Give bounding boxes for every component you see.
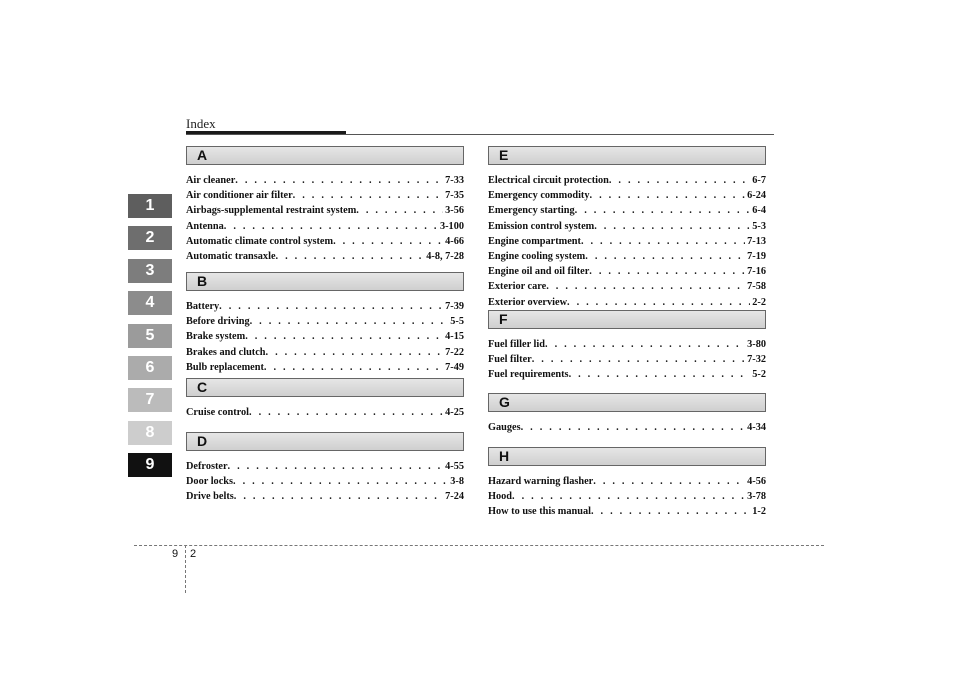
section-header-b: B bbox=[186, 272, 464, 291]
dot-leader bbox=[545, 339, 745, 350]
entry-label: Hazard warning flasher bbox=[488, 476, 594, 487]
index-entry[interactable] bbox=[186, 491, 464, 506]
entry-label: How to use this manual bbox=[488, 506, 591, 518]
entry-page: 6-4 bbox=[752, 205, 766, 217]
entry-page: 4-25 bbox=[445, 407, 464, 418]
entry-label: Before driving bbox=[186, 316, 250, 328]
entry-page: 4-8, 7-28 bbox=[426, 250, 464, 262]
dot-leader bbox=[575, 205, 751, 216]
entry-label: Battery bbox=[186, 301, 220, 312]
entry-page: 5-3 bbox=[752, 220, 766, 232]
entry-list bbox=[488, 339, 766, 385]
chapter-tab-6[interactable]: 6 bbox=[128, 356, 172, 380]
dot-leader bbox=[532, 354, 745, 365]
entry-page: 3-78 bbox=[747, 491, 766, 503]
entry-page: 7-33 bbox=[445, 175, 464, 186]
chapter-tab-5[interactable]: 5 bbox=[128, 324, 172, 348]
section-header-a: A bbox=[186, 146, 464, 165]
entry-label: Emergency commodity bbox=[488, 190, 590, 202]
dot-leader bbox=[356, 205, 443, 216]
index-entry[interactable] bbox=[488, 339, 766, 354]
entry-label: Emergency starting bbox=[488, 205, 575, 217]
footer-page-number: 2 bbox=[190, 548, 197, 560]
index-column-right bbox=[488, 146, 766, 522]
section-header-e: E bbox=[488, 146, 766, 165]
entry-label: Hood bbox=[488, 491, 513, 503]
chapter-tab-4[interactable]: 4 bbox=[128, 291, 172, 315]
index-entry[interactable] bbox=[186, 316, 464, 331]
entry-label: Fuel filler lid bbox=[488, 339, 546, 350]
section-g bbox=[488, 393, 766, 447]
dot-leader bbox=[250, 316, 449, 327]
dot-leader bbox=[266, 347, 444, 358]
entry-page: 4-66 bbox=[445, 235, 464, 247]
entry-label: Exterior overview bbox=[488, 296, 568, 308]
entry-page: 7-58 bbox=[747, 281, 766, 293]
page-header-title: Index bbox=[186, 116, 216, 131]
entry-label: Air conditioner air filter bbox=[186, 190, 293, 202]
dot-leader bbox=[585, 251, 745, 262]
entry-list bbox=[186, 407, 464, 422]
entry-page: 7-22 bbox=[445, 346, 464, 358]
dot-leader bbox=[512, 491, 745, 502]
entry-page: 4-34 bbox=[747, 422, 766, 433]
index-entry[interactable] bbox=[186, 407, 464, 422]
section-header-h: H bbox=[488, 447, 766, 466]
index-entry[interactable] bbox=[186, 301, 464, 316]
index-entry[interactable] bbox=[186, 362, 464, 377]
entry-page: 7-13 bbox=[747, 235, 766, 247]
index-entry[interactable] bbox=[488, 175, 766, 190]
entry-label: Drive belts bbox=[186, 491, 234, 503]
entry-page: 3-100 bbox=[439, 220, 464, 232]
footer-divider bbox=[185, 545, 186, 593]
index-entry[interactable] bbox=[488, 422, 766, 437]
entry-list bbox=[186, 461, 464, 507]
index-entry[interactable] bbox=[186, 347, 464, 362]
entry-list bbox=[488, 476, 766, 522]
entry-page: 5-5 bbox=[450, 316, 464, 328]
entry-label: Engine cooling system bbox=[488, 250, 586, 262]
entry-label: Gauges bbox=[488, 422, 521, 433]
entry-label: Emission control system bbox=[488, 220, 595, 232]
entry-label: Brake system bbox=[186, 331, 246, 343]
section-header-f: F bbox=[488, 310, 766, 329]
entry-page: 7-32 bbox=[747, 354, 766, 366]
dot-leader bbox=[264, 362, 443, 373]
dot-leader bbox=[219, 301, 443, 312]
entry-list bbox=[186, 301, 464, 377]
dot-leader bbox=[591, 506, 750, 517]
index-entry[interactable] bbox=[488, 369, 766, 384]
section-a bbox=[186, 146, 464, 272]
entry-label: Airbags-supplemental restraint system bbox=[186, 205, 357, 217]
entry-page: 7-16 bbox=[747, 266, 766, 278]
index-entry[interactable] bbox=[186, 331, 464, 346]
index-entry[interactable] bbox=[488, 221, 766, 236]
entry-page: 7-24 bbox=[445, 491, 464, 503]
entry-label: Brakes and clutch bbox=[186, 346, 266, 358]
dot-leader bbox=[249, 407, 443, 418]
entry-page: 7-39 bbox=[445, 301, 464, 312]
section-header-c: C bbox=[186, 378, 464, 397]
dot-leader bbox=[234, 491, 443, 502]
dot-leader bbox=[581, 236, 745, 247]
entry-page: 2-2 bbox=[752, 296, 766, 308]
footer-rule bbox=[134, 545, 824, 546]
index-entry[interactable] bbox=[488, 251, 766, 266]
section-e bbox=[488, 146, 766, 310]
entry-page: 6-7 bbox=[752, 175, 766, 186]
entry-label: Automatic climate control system bbox=[186, 235, 334, 247]
index-entry[interactable] bbox=[186, 205, 464, 220]
dot-leader bbox=[546, 281, 745, 292]
entry-label: Automatic transaxle bbox=[186, 250, 276, 262]
chapter-tab-1[interactable]: 1 bbox=[128, 194, 172, 218]
index-entry[interactable] bbox=[186, 461, 464, 476]
dot-leader bbox=[333, 236, 443, 247]
index-entry[interactable] bbox=[488, 354, 766, 369]
dot-leader bbox=[276, 251, 425, 262]
chapter-tabs bbox=[128, 194, 172, 486]
entry-list bbox=[186, 175, 464, 266]
entry-list bbox=[488, 175, 766, 312]
entry-label: Electrical circuit protection bbox=[488, 175, 609, 186]
section-header-g: G bbox=[488, 393, 766, 412]
entry-label: Door locks bbox=[186, 476, 234, 488]
index-entry[interactable] bbox=[186, 221, 464, 236]
dot-leader bbox=[235, 175, 443, 186]
dot-leader bbox=[590, 190, 746, 201]
dot-leader bbox=[569, 369, 751, 380]
dot-leader bbox=[293, 190, 443, 201]
index-entry[interactable] bbox=[186, 175, 464, 190]
section-f bbox=[488, 310, 766, 393]
section-header-d: D bbox=[186, 432, 464, 451]
entry-page: 1-2 bbox=[752, 506, 766, 518]
section-c bbox=[186, 378, 464, 432]
dot-leader bbox=[594, 221, 750, 232]
index-entry[interactable] bbox=[488, 236, 766, 251]
dot-leader bbox=[245, 331, 443, 342]
chapter-tab-9[interactable]: 9 bbox=[128, 453, 172, 477]
index-entry[interactable] bbox=[186, 476, 464, 491]
entry-label: Engine oil and oil filter bbox=[488, 266, 590, 278]
entry-page: 3-56 bbox=[445, 205, 464, 217]
index-entry[interactable] bbox=[488, 190, 766, 205]
entry-page: 4-55 bbox=[445, 461, 464, 472]
dot-leader bbox=[521, 422, 746, 433]
chapter-tab-7[interactable]: 7 bbox=[128, 388, 172, 412]
entry-label: Cruise control bbox=[186, 407, 250, 418]
entry-label: Exterior care bbox=[488, 281, 547, 293]
entry-page: 7-49 bbox=[445, 361, 464, 373]
index-entry[interactable] bbox=[186, 251, 464, 266]
entry-page: 7-35 bbox=[445, 190, 464, 202]
entry-page: 6-24 bbox=[747, 190, 766, 202]
dot-leader bbox=[228, 461, 444, 472]
dot-leader bbox=[233, 476, 448, 487]
entry-page: 4-56 bbox=[747, 476, 766, 487]
entry-label: Fuel requirements bbox=[488, 369, 569, 381]
index-entry[interactable] bbox=[186, 236, 464, 251]
entry-page: 3-80 bbox=[747, 339, 766, 350]
entry-label: Defroster bbox=[186, 461, 228, 472]
header-rule bbox=[186, 134, 774, 135]
dot-leader bbox=[224, 221, 438, 232]
section-b bbox=[186, 272, 464, 378]
entry-label: Engine compartment bbox=[488, 235, 581, 247]
chapter-tab-8[interactable]: 8 bbox=[128, 421, 172, 445]
entry-page: 3-8 bbox=[450, 476, 464, 488]
index-entry[interactable] bbox=[488, 506, 766, 521]
entry-label: Fuel filter bbox=[488, 354, 532, 366]
dot-leader bbox=[589, 266, 745, 277]
index-column-left bbox=[186, 146, 464, 507]
index-entry[interactable] bbox=[488, 266, 766, 281]
index-entry[interactable] bbox=[488, 476, 766, 491]
entry-label: Bulb replacement bbox=[186, 361, 264, 373]
entry-list bbox=[488, 422, 766, 437]
dot-leader bbox=[567, 297, 750, 308]
footer-chapter-number: 9 bbox=[172, 548, 179, 560]
index-entry[interactable] bbox=[488, 491, 766, 506]
entry-page: 4-15 bbox=[445, 331, 464, 343]
entry-label: Antenna bbox=[186, 220, 224, 232]
entry-page: 7-19 bbox=[747, 250, 766, 262]
entry-page: 5-2 bbox=[752, 369, 766, 381]
section-h bbox=[488, 447, 766, 522]
chapter-tab-3[interactable]: 3 bbox=[128, 259, 172, 283]
entry-label: Air cleaner bbox=[186, 175, 236, 186]
dot-leader bbox=[609, 175, 750, 186]
dot-leader bbox=[593, 476, 745, 487]
index-entry[interactable] bbox=[488, 205, 766, 220]
chapter-tab-2[interactable]: 2 bbox=[128, 226, 172, 250]
index-entry[interactable] bbox=[186, 190, 464, 205]
index-entry[interactable] bbox=[488, 281, 766, 296]
section-d bbox=[186, 432, 464, 507]
